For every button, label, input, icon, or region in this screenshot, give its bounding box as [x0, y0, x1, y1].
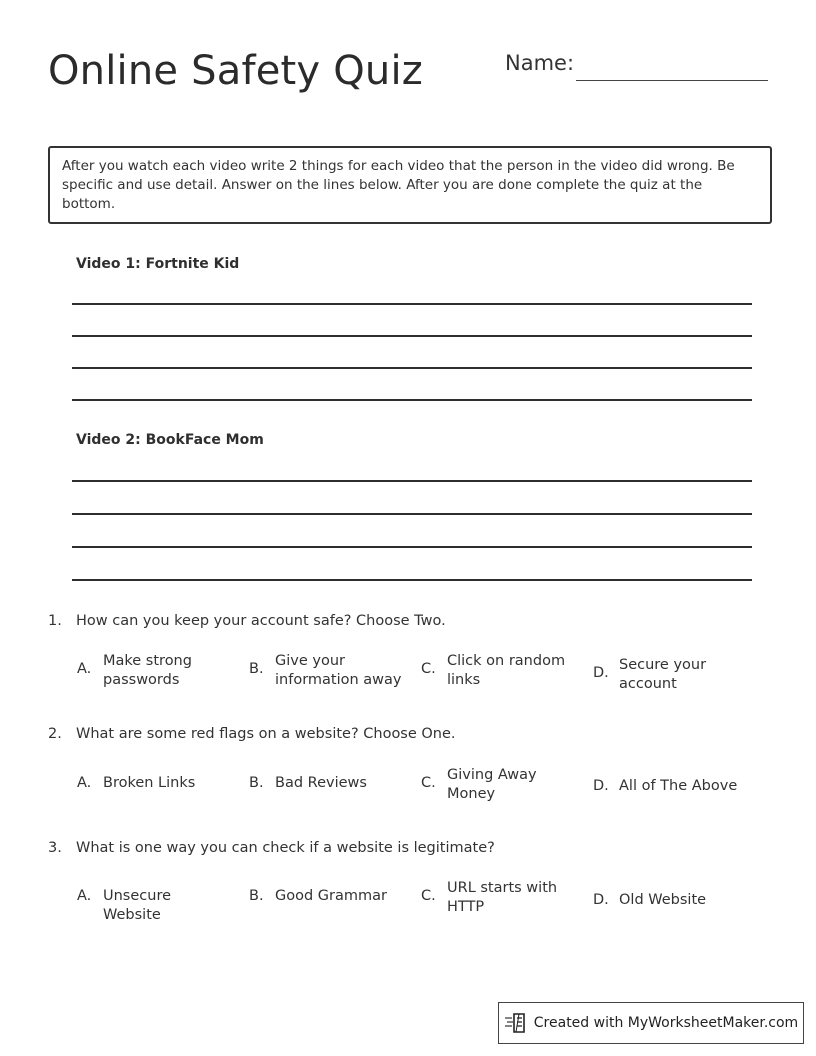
choice-text: Give your information away [275, 653, 402, 688]
choice-letter: A. [77, 888, 92, 904]
choice-text: Good Grammar [275, 888, 387, 904]
choice-letter: D. [593, 892, 609, 908]
video-1-heading: Video 1: Fortnite Kid [76, 256, 240, 272]
choice-text: Giving Away Money [447, 767, 537, 802]
choice-text: Bad Reviews [275, 775, 367, 791]
video-2-heading: Video 2: BookFace Mom [76, 432, 264, 448]
choice-letter: A. [77, 775, 92, 791]
question-number: 2. [48, 726, 62, 742]
choice-letter: A. [77, 661, 92, 677]
question-number: 1. [48, 613, 62, 629]
question-text: What are some red flags on a website? Choose One. [76, 726, 456, 742]
instructions-box: After you watch each video write 2 things for each video that the person in the video did wrong. Be specific and use detail. Answer on the lines below. After you are done complete the quiz at the bottom. [48, 146, 772, 224]
choice-text: Unsecure Website [103, 888, 172, 923]
choice-letter: D. [593, 665, 609, 681]
choice-letter: D. [593, 778, 609, 794]
question-text: What is one way you can check if a website is legitimate? [76, 840, 495, 856]
choice-letter: C. [421, 661, 436, 677]
answer-line[interactable] [72, 546, 752, 548]
answer-line[interactable] [72, 513, 752, 515]
name-label: Name: [505, 51, 575, 75]
question-text: How can you keep your account safe? Choose Two. [76, 613, 446, 629]
choice-letter: C. [421, 775, 436, 791]
choice-text: Old Website [619, 892, 707, 908]
answer-line[interactable] [72, 480, 752, 482]
answer-line[interactable] [72, 335, 752, 337]
choice-text: Click on random links [447, 653, 566, 688]
choice-letter: B. [249, 661, 264, 677]
answer-line[interactable] [72, 303, 752, 305]
choice-text: URL starts with HTTP [447, 880, 558, 915]
choice-text: Make strong passwords [103, 653, 192, 688]
question-number: 3. [48, 840, 62, 856]
footer-credit[interactable] [498, 1002, 804, 1044]
page-title: Online Safety Quiz [48, 48, 423, 94]
answer-line[interactable] [72, 399, 752, 401]
choice-text: Secure your account [619, 657, 707, 692]
footer-text: Created with MyWorksheetMaker.com [533, 1015, 799, 1031]
choice-text: Broken Links [103, 775, 196, 791]
choice-letter: B. [249, 775, 264, 791]
choice-text: All of The Above [619, 778, 738, 794]
name-blank-line[interactable] [576, 80, 768, 81]
choice-letter: C. [421, 888, 436, 904]
answer-line[interactable] [72, 579, 752, 581]
worksheet-logo-icon [504, 1012, 528, 1034]
answer-line[interactable] [72, 367, 752, 369]
choice-letter: B. [249, 888, 264, 904]
